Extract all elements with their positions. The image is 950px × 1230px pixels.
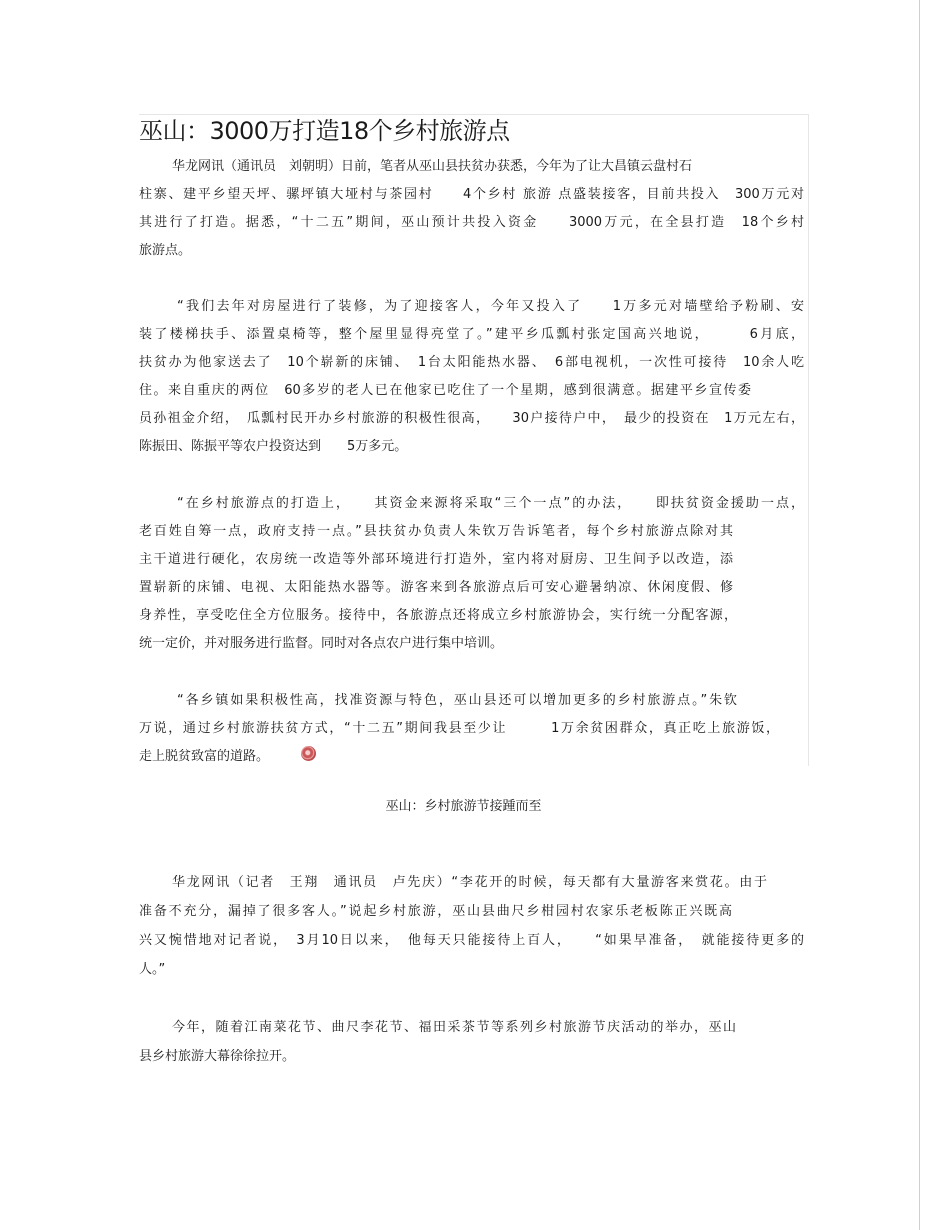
article1-line-19: 走上脱贫致富的道路。	[139, 749, 270, 764]
article2-line-4: 人。”	[139, 962, 166, 977]
article1-line-16: 统一定价，并对服务进行监督。同时对各点农户进行集中培训。	[139, 636, 504, 651]
article2-line-3: 兴又惋惜地对记者说， 3月10日以来， 他每天只能接待上百人， “如果早准备， 就能接待更多的	[139, 933, 804, 948]
article1-line-1: 华龙网讯（通讯员 刘朝明）日前，笔者从巫山县扶贫办获悉，今年为了让大昌镇云盘村石	[172, 159, 693, 174]
article1-line-3: 其进行了打造。据悉，“十二五”期间，巫山预计共投入资金 3000万元，在全县打造 18个乡村	[139, 215, 804, 230]
article1-line-10: 陈振田、陈振平等农户投资达到 5万多元。	[139, 439, 408, 454]
red-seal-stamp	[301, 746, 316, 761]
article2-line-1: 华龙网讯（记者 王翔 通讯员 卢先庆）“李花开的时候，每天都有大量游客来赏花。由于	[172, 875, 767, 890]
article1-line-11: “在乡村旅游点的打造上， 其资金来源将采取“三个一点”的办法， 即扶贫资金援助一点，	[177, 496, 804, 511]
article2-line-6: 县乡村旅游大幕徐徐拉开。	[139, 1049, 296, 1064]
article1-line-17: “各乡镇如果积极性高，找准资源与特色，巫山县还可以增加更多的乡村旅游点。”朱钦	[177, 693, 737, 708]
article1-line-4: 旅游点。	[139, 243, 192, 258]
article1-line-7: 扶贫办为他家送去了 10个崭新的床铺、 1台太阳能热水器、 6部电视机，一次性可接待 10余人吃	[139, 355, 804, 370]
article-title: 巫山：3000万打造18个乡村旅游点	[139, 117, 510, 145]
article1-line-2: 柱寨、建平乡望天坪、骡坪镇大垭村与茶园村 4个乡村 旅游 点盛装接客，目前共投入 300万元对	[139, 187, 804, 202]
article1-line-8: 住。来自重庆的两位 60多岁的老人已在他家已吃住了一个星期，感到很满意。据建平乡宣传委	[139, 383, 751, 398]
article2-line-5: 今年，随着江南菜花节、曲尺李花节、福田采茶节等系列乡村旅游节庆活动的举办，巫山	[172, 1020, 736, 1035]
article2-title: 巫山：乡村旅游节接踵而至	[385, 799, 542, 814]
article2-line-2: 准备不充分，漏掉了很多客人。”说起乡村旅游，巫山县曲尺乡柑园村农家乐老板陈正兴既高	[139, 904, 732, 919]
article1-line-12: 老百姓自筹一点，政府支持一点。”县扶贫办负责人朱钦万告诉笔者，每个乡村旅游点除对其	[139, 524, 733, 539]
article1-line-14: 置崭新的床铺、电视、太阳能热水器等。游客来到各旅游点后可安心避暑纳凉、休闲度假、修	[139, 580, 733, 595]
article1-line-5: “我们去年对房屋进行了装修，为了迎接客人，今年又投入了 1万多元对墙壁给予粉刷、安	[177, 299, 804, 314]
article1-line-18: 万说，通过乡村旅游扶贫方式，“十二五”期间我县至少让 1万余贫困群众，真正吃上旅游饭，	[139, 721, 779, 736]
page-edge-rule	[919, 0, 920, 1230]
article1-line-9: 员孙祖金介绍， 瓜瓢村民开办乡村旅游的积极性很高， 30户接待户中， 最少的投资在 1万元左右，	[139, 411, 804, 426]
article1-line-6: 装了楼梯扶手、添置桌椅等，整个屋里显得亮堂了。”建平乡瓜瓢村张定国高兴地说， 6月底，	[139, 327, 804, 342]
article1-line-15: 身养性，享受吃住全方位服务。接待中，各旅游点还将成立乡村旅游协会，实行统一分配客源，	[139, 608, 737, 623]
article1-line-13: 主干道进行硬化，农房统一改造等外部环境进行打造外，室内将对厨房、卫生间予以改造，添	[139, 552, 733, 567]
